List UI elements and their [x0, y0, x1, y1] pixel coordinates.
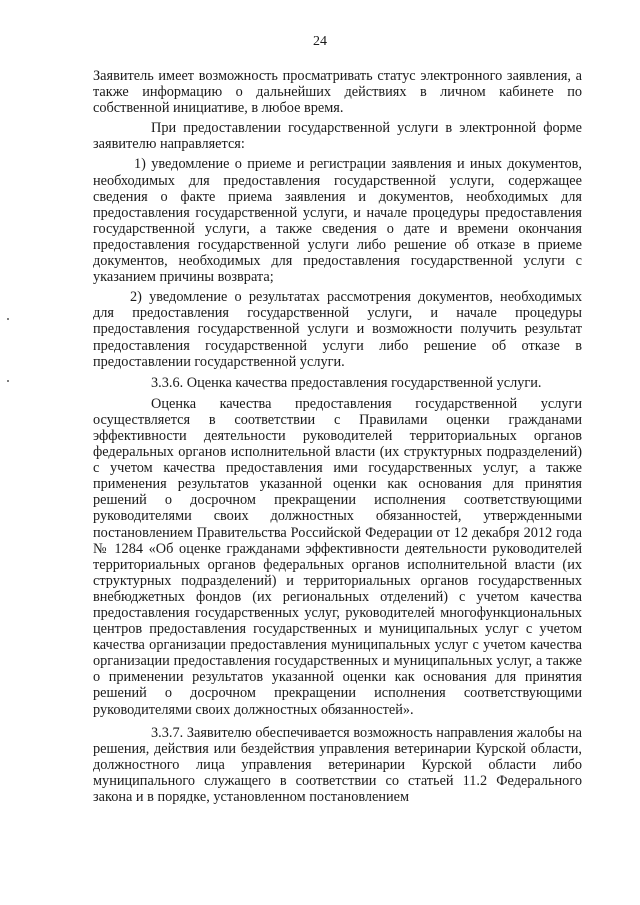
paragraph-electronic-form-intro: При предоставлении государственной услуги в электронной форме заявителю направляется: [93, 120, 582, 153]
section-heading-3-3-6: 3.3.6. Оценка качества предоставления государственной услуги. [151, 374, 542, 391]
margin-mark [7, 318, 9, 320]
page-number: 24 [313, 34, 327, 49]
paragraph-status-info: Заявитель имеет возможность просматривать статус электронного заявления, а также информацию о дальнейших действиях в личном кабинете по собственной инициативе, в любое время. [93, 68, 582, 117]
paragraph-notice-2: 2) уведомление о результатах рассмотрения документов, необходимых для предоставления государственной услуги, и начале процедуры предоставления государственной услуги и возможности получить результат предоставления государственной услуги либо решение об отказе в предоставлении государственной услуги. [93, 289, 582, 370]
margin-mark [7, 380, 9, 382]
paragraph-3-3-7-complaint: 3.3.7. Заявителю обеспечивается возможность направления жалобы на решения, действия или бездействия управления ветеринарии Курской области, должностного лица управления ветеринарии Курской области либо муниципального служащего в соответствии со статьей 11.2 Федерального закона и в порядке, установленном постановлением [93, 724, 582, 806]
paragraph-notice-1: 1) уведомление о приеме и регистрации заявления и иных документов, необходимых для предоставления государственной услуги, содержащее сведения о факте приема заявления и документов, необходимых для предоставления государственной услуги, и начале процедуры предоставления государственной услуги, а также сведения о дате и времени окончания предоставления государственной услуги либо решение об отказе в приеме документов, необходимых для предоставления государственной услуги с указанием причины возврата; [93, 156, 582, 286]
document-body [93, 68, 582, 805]
paragraph-quality-assessment: Оценка качества предоставления государственной услуги осуществляется в соответствии с Правилами оценки гражданами эффективности деятельности руководителей территориальных органов федеральных органов исполнительной власти (их структурных подразделений) с учетом качества предоставления ими государственных услуг, а также применения результатов указанной оценки как основания для принятия решений о досрочном прекращении исполнения соответствующими руководителями своих должностных обязанностей, утвержденными постановлением Правительства Российской Федерации от 12 декабря 2012 года № 1284 «Об оценке гражданами эффективности деятельности руководителей территориальных органов федеральных органов исполнительной власти (их структурных подразделений) и территориальных органов государственных внебюджетных фондов (их региональных отделений) с учетом качества предоставления государственных услуг, руководителей многофункциональных центров предоставления государственных и муниципальных услуг с учетом качества организации предоставления муниципальных услуг с учетом качества организации предоставления государственных и муниципальных услуг, а также о применении результатов указанной оценки как основания для принятия решений о досрочном прекращении исполнения соответствующими руководителями своих должностных обязанностей». [93, 395, 582, 718]
